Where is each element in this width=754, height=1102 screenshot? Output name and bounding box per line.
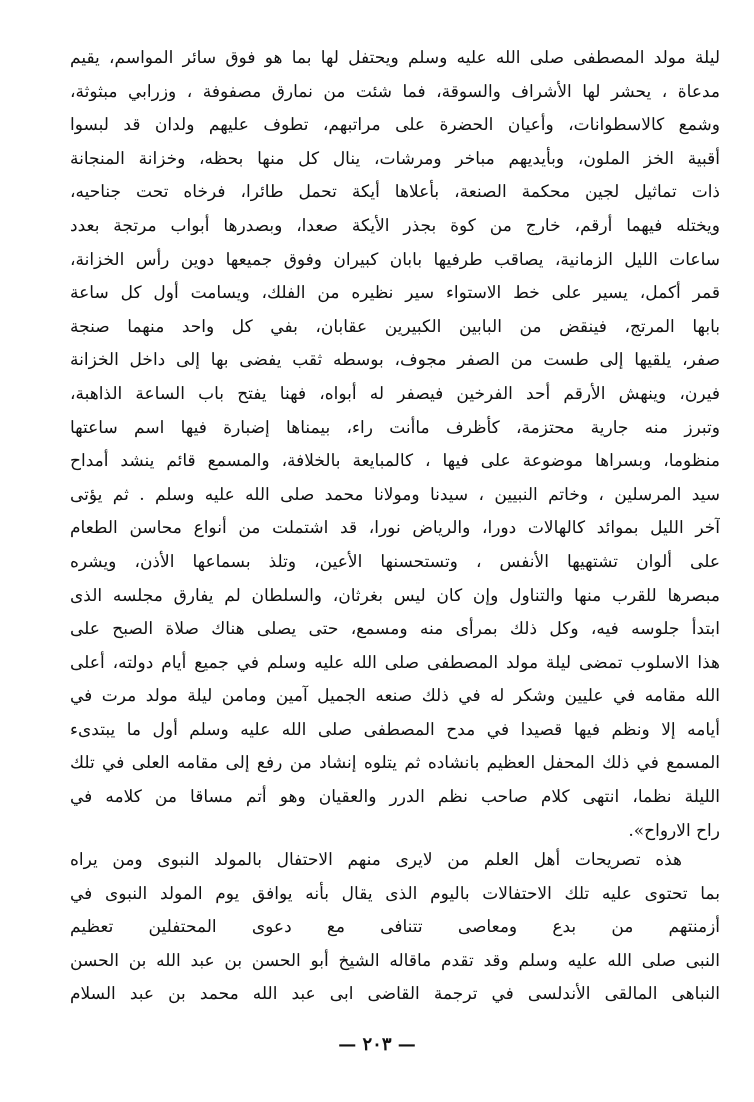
text-line: سيد المرسلين ، وخاتم النبيين ، سيدنا ومولانا محمد صلى الله عليه وسلم . ثم يؤتى (70, 484, 720, 505)
text-line: ابتدأ جلوسه فيه، وكل ذلك بمرأى منه ومسمع، حتى يصلى هناك صلاة الصبح على (70, 619, 720, 640)
text-line: قمر أكمل، يسير على خط الاستواء سير نظيره من الفلك، ويسامت أول كل ساعة (70, 283, 720, 304)
text-line: منظوما، وبسراها موضوعة على فيها ، كالمبايعة بالخلافة، والمسمع قائم ينشد أمداح (70, 451, 720, 472)
text-line: على ألوان تشتهيها الأنفس ، وتستحسنها الأعين، وتلذ بسماعها الأذن، ويشره (70, 551, 720, 572)
text-line: مبصرها للقرب منها والتناول وإن كان ليس بغرثان، والسلطان لم يفارق مجلسه الذى (70, 585, 720, 606)
text-line: بما تحتوى عليه تلك الاحتفالات باليوم الذى يقال بأنه يوافق يوم المولد النبوى في (70, 883, 720, 904)
paragraph-2 (70, 844, 720, 1012)
text-line: أيامه إلا ونظم فيها قصيدا في مدح المصطفى صلى الله عليه وسلم أول ما يبتدىء (70, 719, 720, 740)
text-line: النباهى المالقى الأندلسى في ترجمة القاضى ابى عبد الله محمد بن عبد السلام (70, 984, 720, 1005)
text-line: النبى صلى الله عليه وسلم وقد تقدم ماقاله الشيخ أبو الحسن بن عبد الله بن الحسن (70, 950, 720, 971)
text-line: وشمع كالاسطوانات، وأعيان الحضرة على مراتبهم، تطوف عليهم ولدان قد لبسوا (70, 115, 720, 136)
text-line: مدعاة ، يحشر لها الأشراف والسوقة، فما شئت من نمارق مصفوفة ، وزرابي مبثوثة، (70, 81, 720, 102)
text-line: هذه تصريحات أهل العلم من لايرى منهم الاحتفال بالمولد النبوى ومن يراه (70, 850, 682, 870)
text-line: بابها المرتج، فينقض من البابين الكبيرين عقابان، بفي كل واحد منهما صنجة (70, 316, 720, 337)
text-line: ذات تماثيل لجين محكمة الصنعة، بأعلاها أيكة تحمل طائرا، فرخاه تحت جناحيه، (70, 182, 720, 203)
text-line: أزمنتهم من بدع ومعاصى تتنافى مع دعوى المحتفلين تعظيم (70, 917, 720, 938)
text-line: راح الارواح». (628, 820, 720, 841)
text-line: هذا الاسلوب تمضى ليلة مولد المصطفى صلى الله عليه وسلم في جميع أيام دولته، أعلى (70, 652, 720, 673)
text-line: الليلة نظما، انتهى كلام صاحب نظم الدرر والعقيان وهو أتم مساقا من كلامه في (70, 787, 720, 808)
text-line: ساعات الليل الزمانية، يصاقب طرفيها بابان كبيران وفوق جميعها دوين رأس الخزانة، (70, 249, 720, 270)
paragraph-1 (70, 42, 720, 848)
text-line: ويختله فيهما أرقم، خارج من كوة بجذر الأيكة صعدا، وبصدرها أبواب مرتجة بعدد (70, 215, 720, 236)
text-line: ليلة مولد المصطفى صلى الله عليه وسلم ويحتفل لها بما هو فوق سائر المواسم، يقيم (70, 48, 720, 68)
text-line: المسمع في ذلك المحفل العظيم بانشاده ثم يتلوه إنشاد من رفع إلى مقامه العلى في تلك (70, 753, 720, 774)
text-line: وتبرز منه جارية محتزمة، كأظرف ماأنت راء، بيمناها إضبارة فيها اسم ساعتها (70, 417, 720, 438)
page-number: — ٢٠٣ — (338, 1034, 416, 1055)
text-line: صفر، يلقيها إلى طست من الصفر مجوف، بوسطه ثقب يفضى بها إلى داخل الخزانة (70, 350, 720, 371)
text-line: أقبية الخز الملون، وبأيديهم مباخر ومرشات، ينال كل منها بحظه، وخزانة المنجانة (70, 148, 720, 169)
text-line: آخر الليل بموائد كالهالات دورا، والرياض نورا، قد اشتملت من أنواع محاسن الطعام (70, 518, 720, 539)
text-line: الله مقامه في عليين وشكر له في ذلك صنعه الجميل آمين ومامن ليلة مولد مرت في (70, 686, 720, 707)
text-line: فيرن، وينهش الأرقم أحد الفرخين فيصفر له أبواه، فهنا يفتح باب الساعة الذاهبة، (70, 383, 720, 404)
